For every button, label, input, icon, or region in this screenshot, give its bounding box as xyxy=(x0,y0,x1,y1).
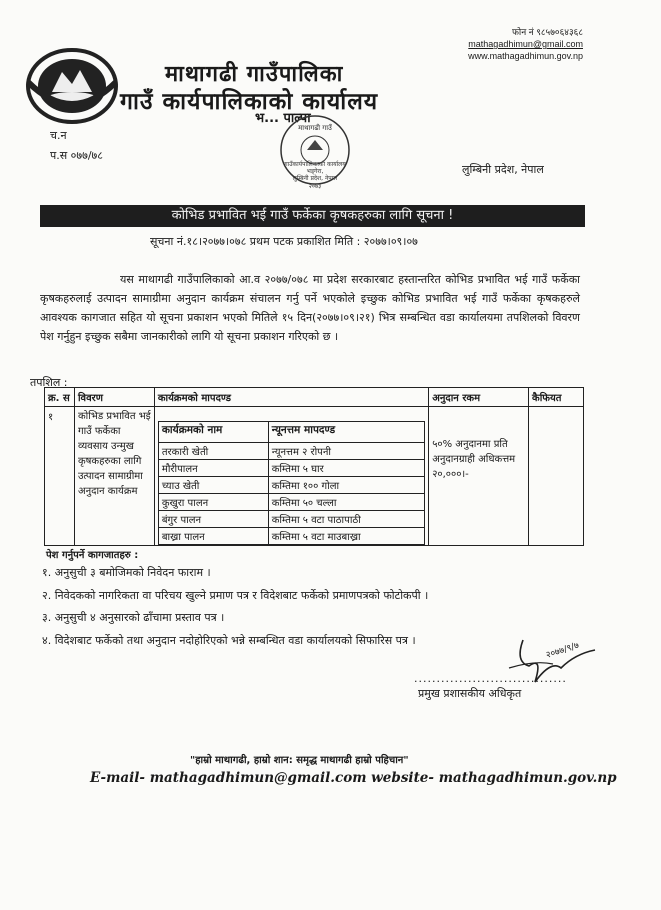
list-item: १. अनुसुची ३ बमोजिमको निवेदन फाराम । xyxy=(42,566,211,579)
program-row xyxy=(158,477,424,494)
program-minimum: कम्तिमा ५ वटा माउबाख्रा xyxy=(268,528,424,545)
program-subheader-row xyxy=(158,422,424,443)
header-criteria: कार्यक्रमको मापदण्ड xyxy=(154,388,428,407)
subheader-program: कार्यक्रमको नाम xyxy=(158,422,268,443)
notice-number-date: सूचना नं.१८।२०७७।०७८ प्रथम पटक प्रकाशित मिति : २०७७।०९।०७ xyxy=(150,235,418,248)
list-item: ३. अनुसुची ४ अनुसारको ढाँचामा प्रस्ताव पत्र । xyxy=(42,611,225,624)
table-header-row xyxy=(45,388,584,407)
email-link[interactable]: mathagadhimun@gmail.com xyxy=(468,39,583,49)
details-table xyxy=(44,387,584,546)
program-row xyxy=(158,443,424,460)
program-row xyxy=(158,511,424,528)
row-grant xyxy=(429,407,529,546)
program-name: तरकारी खेती xyxy=(158,443,268,460)
website-link[interactable]: www.mathagadhimun.gov.np xyxy=(468,51,583,61)
header-description: विवरण xyxy=(74,388,154,407)
program-minimum: कम्तिमा ५० चल्ला xyxy=(268,494,424,511)
stamp-line-3: भड्गेरा, xyxy=(306,168,324,175)
program-name: कुखुरा पालन xyxy=(158,494,268,511)
signature-date: २०७७/९/७ xyxy=(544,640,581,661)
header-grant: अनुदान रकम xyxy=(429,388,529,407)
program-row xyxy=(158,494,424,511)
signature-line: .................................. xyxy=(414,672,567,685)
footer-slogan: "हाम्रो माथागढी, हाम्रो शान: समृद्ध माथागढी हाम्रो पहिचान" xyxy=(190,755,409,766)
table-row xyxy=(45,407,584,546)
program-name: बंगुर पालन xyxy=(158,511,268,528)
program-minimum: कम्तिमा ५ घार xyxy=(268,460,424,477)
notice-body-text: यस माथागढी गाउँपालिकाको आ.व २०७७/०७८ मा प्रदेश सरकारबाट हस्तान्तरित कोभिड प्रभावित भई गाउँ फर्केका कृषकहरुलाई उत्पादन सामाग्रीमा अनुदान कार्यक्रम संचालन गर्नु पर्ने भएकोले इच्छुक कोभिड प्रभावित भई गाउँ फर्केका कृषकहरुले आवश्यक कागजात सहित यो सूचना प्रकाशन भएको मितिले १५ दिन(२०७७।०९।२१) भित्र सम्बन्धित वडा कार्यालयमा तपशिलको विवरण पेश गर्नुहुन इच्छुक सबैमा जानकारीको लागि यो सूचना प्रकाशन गरिएको छ । xyxy=(40,273,580,343)
stamp-line-4: लुम्बिनी प्रदेश, नेपाल xyxy=(292,175,338,182)
row-remarks xyxy=(529,407,584,546)
footer-contact: E-mail- mathagadhimun@gmail.com website- mathagadhimun.gov.np xyxy=(90,770,617,786)
chalani-number: च.न xyxy=(50,129,67,142)
office-name: गाउँ कार्यपालिकाको कार्यालय xyxy=(120,89,379,115)
program-minimum: कम्तिमा ५ वटा पाठापाठी xyxy=(268,511,424,528)
municipality-name: माथागढी गाउँपालिका xyxy=(165,62,344,87)
subheader-minimum: न्यूनत्तम मापदण्ड xyxy=(268,422,424,443)
list-item: ४. विदेशबाट फर्केको तथा अनुदान नदोहोरिएको भन्ने सम्बन्धित वडा कार्यालयको सिफारिस पत्र । xyxy=(42,633,416,647)
header-remarks: कैफियत xyxy=(529,388,584,407)
program-table xyxy=(158,421,425,545)
criteria-cell xyxy=(154,407,428,546)
notice-body xyxy=(40,270,580,346)
row-grant-text: ५०% अनुदानमा प्रति अनुदानग्राही अधिकत्तम २०,०००।- xyxy=(432,439,516,480)
row-sn: १ xyxy=(45,407,75,546)
stamp-line-5: २०७३ xyxy=(308,183,322,190)
stamp-line-2: गाउँकार्यपालिकाको कार्यालय xyxy=(284,161,346,168)
patra-sankhya: प.स ०७७/७८ xyxy=(50,149,103,162)
program-name: च्याउ खेती xyxy=(158,477,268,494)
officer-title: प्रमुख प्रशासकीय अधिकृत xyxy=(418,687,522,700)
list-item: २. निवेदकको नागरिकता वा परिचय खुल्ने प्रमाण पत्र र विदेशबाट फर्केको प्रमाणपत्रको फोटोकपी । xyxy=(42,588,429,602)
program-minimum: कम्तिमा १०० गोला xyxy=(268,477,424,494)
stamp-line-1: माथागढी गाउँ xyxy=(298,124,332,132)
office-location: भ... पाल्पा xyxy=(255,111,311,126)
program-minimum: न्यूनत्तम २ रोपनी xyxy=(268,443,424,460)
program-row xyxy=(158,460,424,477)
office-stamp xyxy=(265,110,365,192)
province-name: लुम्बिनी प्रदेश, नेपाल xyxy=(462,163,544,176)
row-description: कोभिड प्रभावित भई गाउँ फर्केका व्यवसाय उन्मुख कृषकहरुका लागि उत्पादन सामाग्रीमा अनुदान कार्यक्रम xyxy=(74,407,154,546)
program-name: मौरीपालन xyxy=(158,460,268,477)
nepal-emblem-icon xyxy=(22,42,122,126)
phone-number: फोन नं ९८५७०६४३६८ xyxy=(511,27,583,37)
program-name: बाख्रा पालन xyxy=(158,528,268,545)
program-row xyxy=(158,528,424,545)
notice-banner: कोभिड प्रभावित भई गाउँ फर्केका कृषकहरुका लागि सूचना ! xyxy=(40,205,585,227)
documents-title: पेश गर्नुपर्ने कागजातहरु : xyxy=(46,550,139,561)
header-sn: क्र. स xyxy=(45,388,75,407)
details-label: तपशिल : xyxy=(30,376,68,389)
header-contact xyxy=(383,26,583,62)
